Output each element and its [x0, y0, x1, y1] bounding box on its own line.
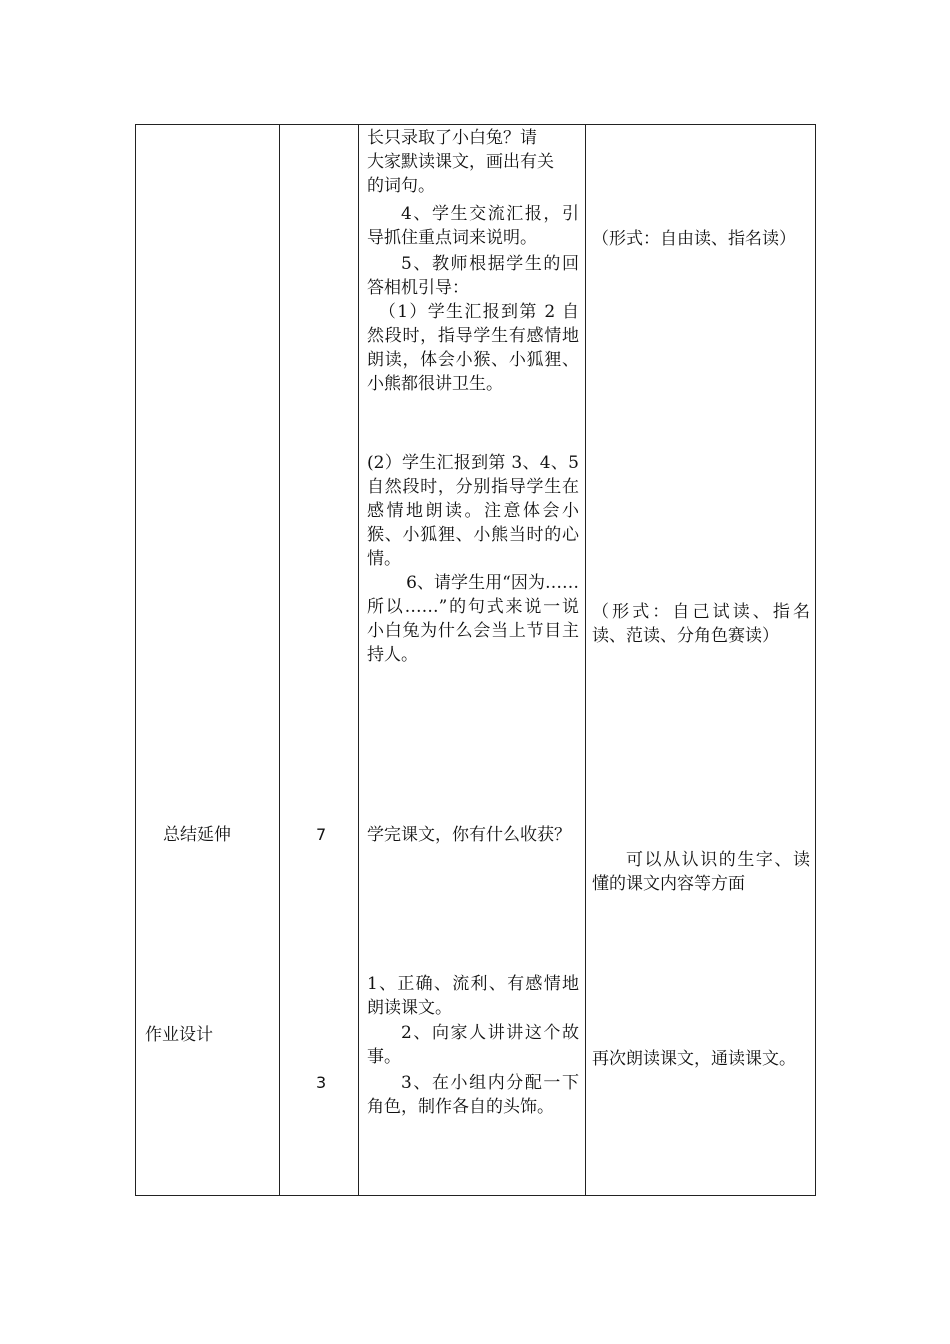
column-divider-1	[279, 124, 280, 1196]
summary-minutes: 7	[316, 825, 327, 844]
summary-stage: 总结延伸	[163, 825, 231, 845]
process-step-4: 4、学生交流汇报，引导抓住重点词来说明。	[367, 204, 579, 248]
homework-stage: 作业设计	[145, 1025, 213, 1045]
process-step-5: 5、教师根据学生的回答相机引导：	[367, 254, 579, 298]
table-right-border	[815, 124, 816, 1196]
table-top-border	[135, 124, 816, 125]
process-line-3: 的词句。	[367, 176, 435, 196]
table-left-border	[135, 124, 136, 1196]
note-form-1: （形式：自由读、指名读）	[592, 229, 796, 249]
summary-note: 可以从认识的生字、读懂的课文内容等方面	[592, 850, 810, 894]
process-step-6: 6、请学生用“因为……所以……”的句式来说一说小白兔为什么会当上节目主持人。	[367, 573, 579, 665]
process-sub-1: （1）学生汇报到第 2 自然段时，指导学生有感情地朗读，体会小猴、小狐狸、小熊都很讲卫生。	[367, 302, 579, 394]
process-sub-2: (2）学生汇报到第 3、4、5 自然段时，分别指导学生在感情地朗读。注意体会小猴、小狐狸、小熊当时的心情。	[367, 453, 579, 569]
homework-minutes: 3	[316, 1073, 327, 1092]
summary-content: 学完课文，你有什么收获？	[367, 825, 571, 845]
process-line-1: 长只录取了小白兔？请	[367, 128, 537, 148]
column-divider-2	[358, 124, 359, 1196]
homework-item-2: 2、向家人讲讲这个故事。	[367, 1023, 579, 1067]
column-divider-3	[585, 124, 586, 1196]
table-bottom-border	[135, 1195, 816, 1196]
process-line-2: 大家默读课文，画出有关	[367, 152, 554, 172]
homework-item-3: 3、在小组内分配一下角色，制作各自的头饰。	[367, 1073, 579, 1117]
homework-note: 再次朗读课文，通读课文。	[592, 1049, 796, 1069]
note-form-2: （形式：自己试读、指名读、范读、分角色赛读）	[592, 602, 810, 646]
homework-item-1: 1、正确、流利、有感情地朗读课文。	[367, 974, 579, 1018]
